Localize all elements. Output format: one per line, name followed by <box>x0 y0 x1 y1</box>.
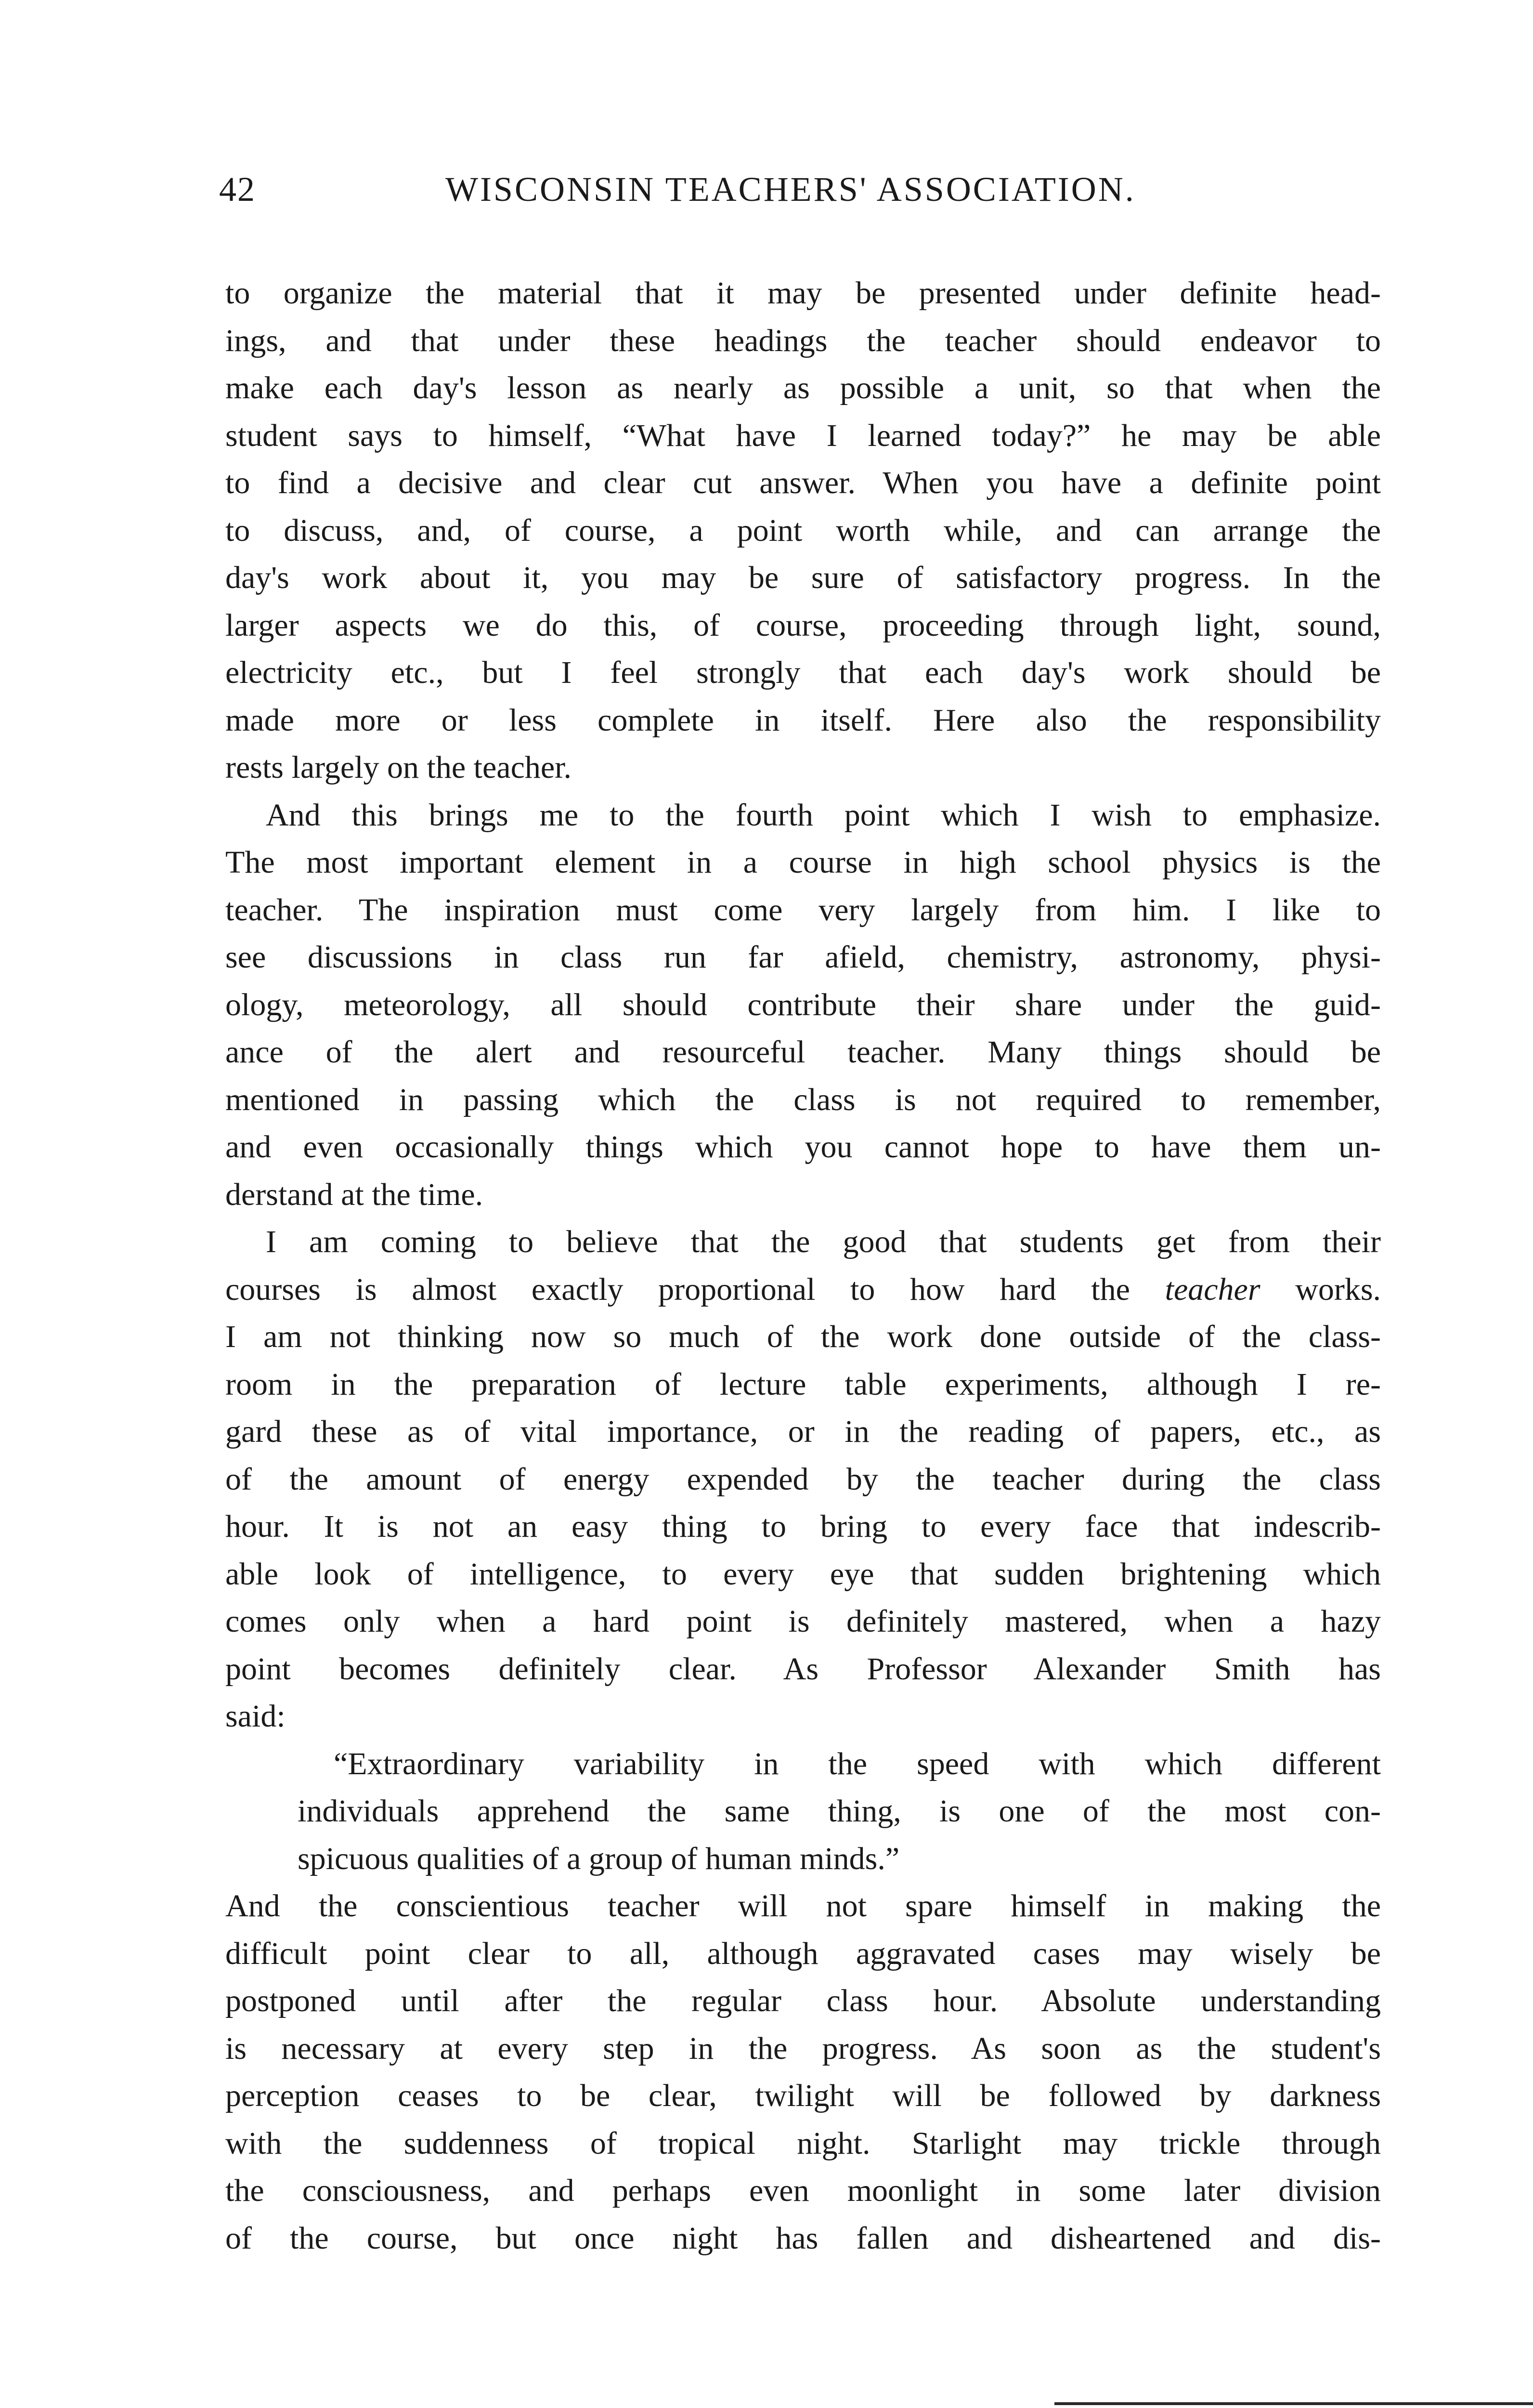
text-segment: courses is almost exactly proportional to how hard the <box>225 1271 1130 1307</box>
emphasized-word: teacher <box>1165 1271 1260 1307</box>
text-line: the consciousness, and perhaps even moonlight in some later division <box>225 2173 1381 2208</box>
text-line: day's work about it, you may be sure of satisfactory progress. In the <box>225 560 1381 595</box>
text-line: made more or less complete in itself. Here also the responsibility <box>225 702 1381 738</box>
text-line: to discuss, and, of course, a point worth while, and can arrange the <box>225 512 1381 548</box>
quote-line: “Extraordinary variability in the speed with which different <box>334 1746 1381 1781</box>
text-line: electricity etc., but I feel strongly that each day's work should be <box>225 655 1381 690</box>
text-line: and even occasionally things which you cannot hope to have them un- <box>225 1129 1381 1165</box>
text-line: mentioned in passing which the class is not required to remember, <box>225 1082 1381 1117</box>
paragraph <box>225 1883 1381 2262</box>
running-head-title: WISCONSIN TEACHERS' ASSOCIATION. <box>445 170 1136 209</box>
running-head <box>219 170 1384 213</box>
text-line: to find a decisive and clear cut answer. When you have a definite point <box>225 465 1381 500</box>
text-line: hour. It is not an easy thing to bring to every face that indescrib- <box>225 1509 1381 1544</box>
block-quote <box>225 1741 1381 1883</box>
text-line: rests largely on the teacher. <box>225 750 572 785</box>
text-line: I am not thinking now so much of the work done outside of the class- <box>225 1319 1381 1354</box>
paragraph <box>225 792 1381 1219</box>
text-line: of the amount of energy expended by the teacher during the class <box>225 1461 1381 1497</box>
quote-line: individuals apprehend the same thing, is one of the most con- <box>298 1793 1381 1829</box>
text-line: with the suddenness of tropical night. Starlight may trickle through <box>225 2125 1381 2161</box>
text-line: postponed until after the regular class hour. Absolute understanding <box>225 1983 1381 2018</box>
text-segment: works. <box>1295 1271 1381 1307</box>
paragraph <box>225 1218 1381 1741</box>
quote-line: spicuous qualities of a group of human minds.” <box>298 1841 900 1876</box>
text-line: larger aspects we do this, of course, proceeding through light, sound, <box>225 607 1381 643</box>
text-line: And the conscientious teacher will not spare himself in making the <box>225 1888 1381 1924</box>
text-line: ance of the alert and resourceful teacher. Many things should be <box>225 1034 1381 1070</box>
text-line: of the course, but once night has fallen and disheartened and dis- <box>225 2220 1381 2256</box>
text-line: comes only when a hard point is definitely mastered, when a hazy <box>225 1604 1381 1639</box>
text-line: ings, and that under these headings the teacher should endeavor to <box>225 323 1381 358</box>
text-line: is necessary at every step in the progress. As soon as the student's <box>225 2030 1381 2066</box>
body-text <box>225 270 1381 2262</box>
text-line: point becomes definitely clear. As Professor Alexander Smith has <box>225 1651 1381 1687</box>
text-line: to organize the material that it may be presented under definite head- <box>225 275 1381 311</box>
text-line: student says to himself, “What have I learned today?” he may be able <box>225 418 1381 453</box>
text-line: said: <box>225 1699 286 1734</box>
text-line: The most important element in a course in high school physics is the <box>225 845 1381 880</box>
text-line: room in the preparation of lecture table experiments, although I re- <box>225 1366 1381 1402</box>
text-line: make each day's lesson as nearly as possible a unit, so that when the <box>225 370 1381 406</box>
text-line: difficult point clear to all, although aggravated cases may wisely be <box>225 1936 1381 1971</box>
page-number: 42 <box>219 170 256 209</box>
page-edge-rule <box>1054 2402 1533 2405</box>
text-line: And this brings me to the fourth point which I wish to emphasize. <box>266 797 1381 833</box>
text-line: perception ceases to be clear, twilight will be followed by darkness <box>225 2078 1381 2113</box>
text-line-with-emphasis <box>225 1266 1381 1314</box>
paragraph <box>225 270 1381 792</box>
text-line: see discussions in class run far afield, chemistry, astronomy, physi- <box>225 940 1381 975</box>
text-line: ology, meteorology, all should contribute their share under the guid- <box>225 987 1381 1022</box>
text-line: derstand at the time. <box>225 1177 483 1212</box>
text-line: teacher. The inspiration must come very largely from him. I like to <box>225 892 1381 928</box>
text-line: gard these as of vital importance, or in the reading of papers, etc., as <box>225 1414 1381 1449</box>
text-line: able look of intelligence, to every eye that sudden brightening which <box>225 1556 1381 1592</box>
text-line: I am coming to believe that the good that students get from their <box>266 1224 1381 1259</box>
